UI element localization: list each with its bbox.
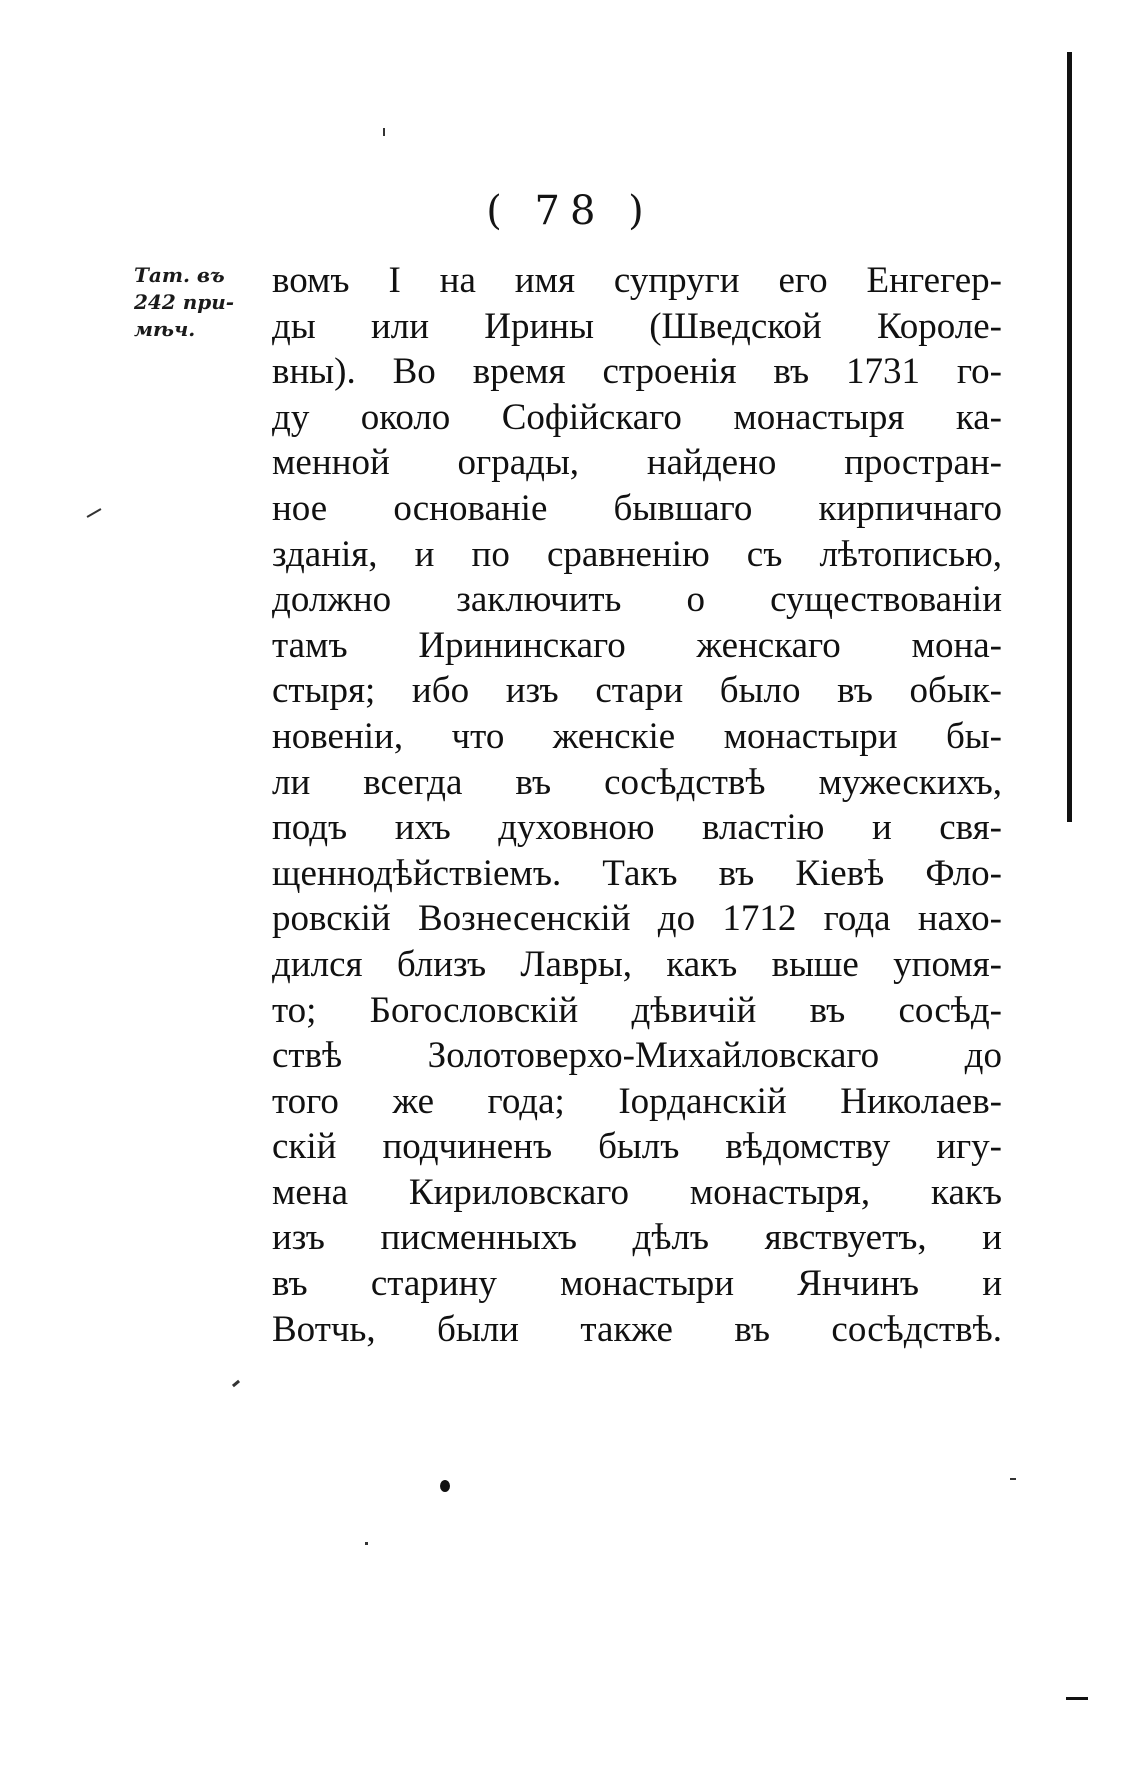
margin-note-line: мѣч. [134,317,196,341]
text-line: менной ограды, найдено простран- [272,442,1002,484]
ink-speck [232,1380,240,1387]
text-line: зданія, и по сравненію съ лѣтописью, [272,533,1002,575]
text-line: въ старину монастыри Янчинъ и [272,1263,1002,1305]
ink-speck [87,508,102,518]
text-line: дился близъ Лавры, какъ выше упомя- [272,943,1002,985]
text-line: стыря; ибо изъ стари было въ обык- [272,670,1002,712]
text-line: новеніи, что женскіе монастыри бы- [272,715,1002,757]
text-line: того же года; Іорданскій Николаев- [272,1080,1002,1122]
text-line: ное основаніе бывшаго кирпичнаго [272,487,1002,529]
ink-speck [365,1542,368,1545]
text-line: должно заключить о существованіи [272,579,1002,621]
text-line: вны). Во время строенія въ 1731 го- [272,351,1002,393]
page-edge-mark [1066,1697,1088,1700]
page-number: ( 78 ) [486,188,654,234]
text-line: Вотчь, были также въ сосѣдствѣ. [272,1308,1002,1350]
margin-note-line: 242 при- [134,290,235,314]
text-line: то; Богословскій дѣвичій въ сосѣд- [272,989,1002,1031]
ink-speck [1010,1478,1016,1480]
text-line: ли всегда въ сосѣдствѣ мужескихъ, [272,761,1002,803]
text-line: скій подчиненъ былъ вѣдомству игу- [272,1126,1002,1168]
text-line: мена Кириловскаго монастыря, какъ [272,1171,1002,1213]
text-line: ды или Ирины (Шведской Короле- [272,305,1002,347]
text-line: щеннодѣйствіемъ. Такъ въ Кіевѣ Фло- [272,852,1002,894]
text-line: вомъ I на имя супруги его Енгегер- [272,260,1002,301]
text-line: изъ писменныхъ дѣлъ явствуетъ, и [272,1217,1002,1259]
ink-dot [440,1480,450,1492]
margin-note-line: Тат. въ [134,263,225,287]
page-edge-shadow [1067,52,1072,822]
text-line: ствѣ Золотоверхо-Михайловскаго до [272,1035,1002,1077]
ink-speck [383,128,385,136]
body-text [272,258,1002,1352]
text-line: тамъ Ирининскаго женскаго мона- [272,624,1002,666]
text-line: подъ ихъ духовною властію и свя- [272,807,1002,849]
margin-note [134,262,274,343]
text-line: ровскій Вознесенскій до 1712 года нахо- [272,898,1002,940]
text-line: ду около Софійскаго монастыря ка- [272,396,1002,438]
